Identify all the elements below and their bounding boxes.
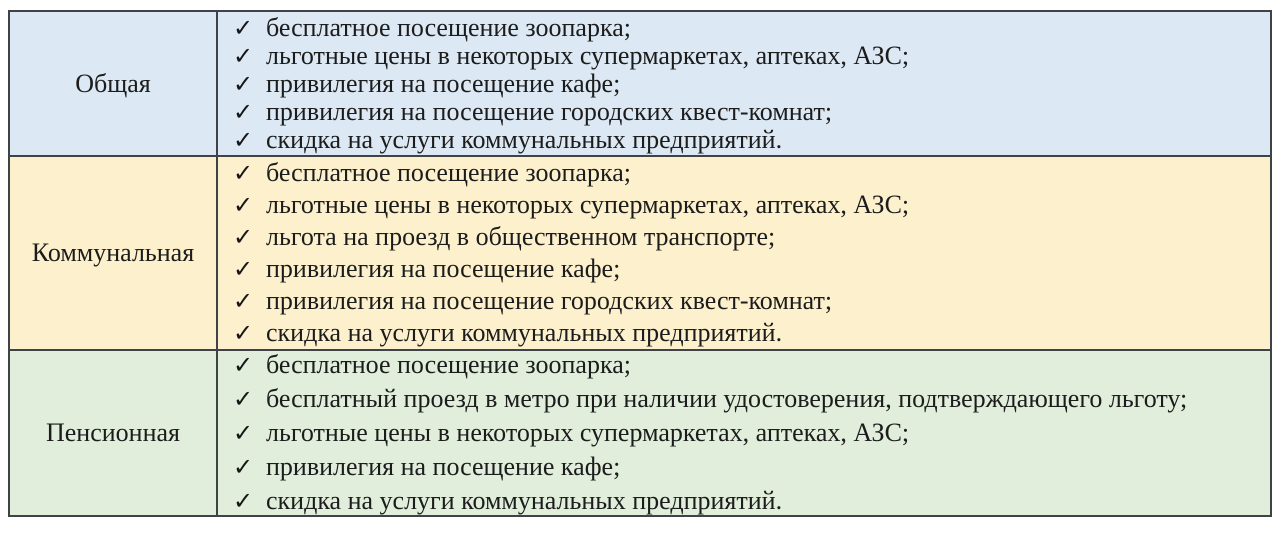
- list-item: [233, 157, 1270, 189]
- check-icon: ✓: [233, 69, 254, 98]
- check-icon: ✓: [233, 287, 254, 315]
- benefit-text: льготные цены в некоторых супермаркетах, аптеках, АЗС;: [266, 418, 910, 447]
- list-item: [233, 221, 1270, 253]
- row-label-cell-communal: [10, 157, 218, 349]
- benefits-list-communal: [218, 157, 1270, 349]
- benefit-text: привилегия на посещение кафе;: [266, 452, 621, 481]
- check-icon: ✓: [233, 385, 254, 413]
- benefit-text: скидка на услуги коммунальных предприятий.: [266, 318, 783, 347]
- benefit-text: льгота на проезд в общественном транспорте;: [266, 222, 776, 251]
- check-icon: ✓: [233, 351, 254, 379]
- list-item: [233, 70, 1270, 98]
- list-item: [233, 317, 1270, 349]
- list-item: [233, 351, 1270, 382]
- list-item: [233, 14, 1270, 42]
- benefit-text: привилегия на посещение кафе;: [266, 68, 621, 98]
- benefit-text: бесплатное посещение зоопарка;: [266, 158, 631, 187]
- list-item: [233, 450, 1270, 484]
- list-item: [233, 382, 1270, 416]
- list-item: [233, 189, 1270, 221]
- benefit-text: скидка на услуги коммунальных предприятий.: [266, 124, 783, 154]
- table-row-general: [10, 12, 1270, 155]
- check-icon: ✓: [233, 191, 254, 219]
- list-item: [233, 98, 1270, 126]
- benefits-list-general: [218, 12, 1270, 155]
- benefit-text: льготные цены в некоторых супермаркетах, аптеках, АЗС;: [266, 190, 910, 219]
- row-label-cell-general: [10, 12, 218, 155]
- row-label-communal: Коммунальная: [31, 238, 195, 267]
- benefit-text: бесплатное посещение зоопарка;: [266, 351, 631, 379]
- list-item: [233, 416, 1270, 450]
- check-icon: ✓: [233, 487, 254, 515]
- benefits-list-pension: [218, 351, 1270, 515]
- check-icon: ✓: [233, 125, 254, 154]
- row-label-cell-pension: [10, 351, 218, 515]
- check-icon: ✓: [233, 159, 254, 187]
- benefit-text: привилегия на посещение кафе;: [266, 254, 621, 283]
- benefit-text: бесплатный проезд в метро при наличии удостоверения, подтверждающего льготу;: [266, 384, 1188, 413]
- row-label-pension: Пенсионная: [45, 418, 180, 447]
- list-item: [233, 484, 1270, 515]
- list-item: [233, 42, 1270, 70]
- check-icon: ✓: [233, 419, 254, 447]
- check-icon: ✓: [233, 223, 254, 251]
- table-row-communal: [10, 155, 1270, 349]
- check-icon: ✓: [233, 13, 254, 42]
- list-item: [233, 253, 1270, 285]
- check-icon: ✓: [233, 319, 254, 347]
- benefit-text: привилегия на посещение городских квест-комнат;: [266, 96, 833, 126]
- benefit-text: привилегия на посещение городских квест-комнат;: [266, 286, 833, 315]
- check-icon: ✓: [233, 97, 254, 126]
- list-item: [233, 285, 1270, 317]
- benefit-text: льготные цены в некоторых супермаркетах, аптеках, АЗС;: [266, 40, 910, 70]
- table-row-pension: [10, 349, 1270, 515]
- benefit-text: скидка на услуги коммунальных предприятий.: [266, 486, 783, 515]
- check-icon: ✓: [233, 255, 254, 283]
- check-icon: ✓: [233, 453, 254, 481]
- benefit-text: бесплатное посещение зоопарка;: [266, 12, 631, 42]
- benefits-table: [8, 10, 1272, 517]
- list-item: [233, 126, 1270, 154]
- check-icon: ✓: [233, 41, 254, 70]
- row-label-general: Общая: [75, 68, 151, 98]
